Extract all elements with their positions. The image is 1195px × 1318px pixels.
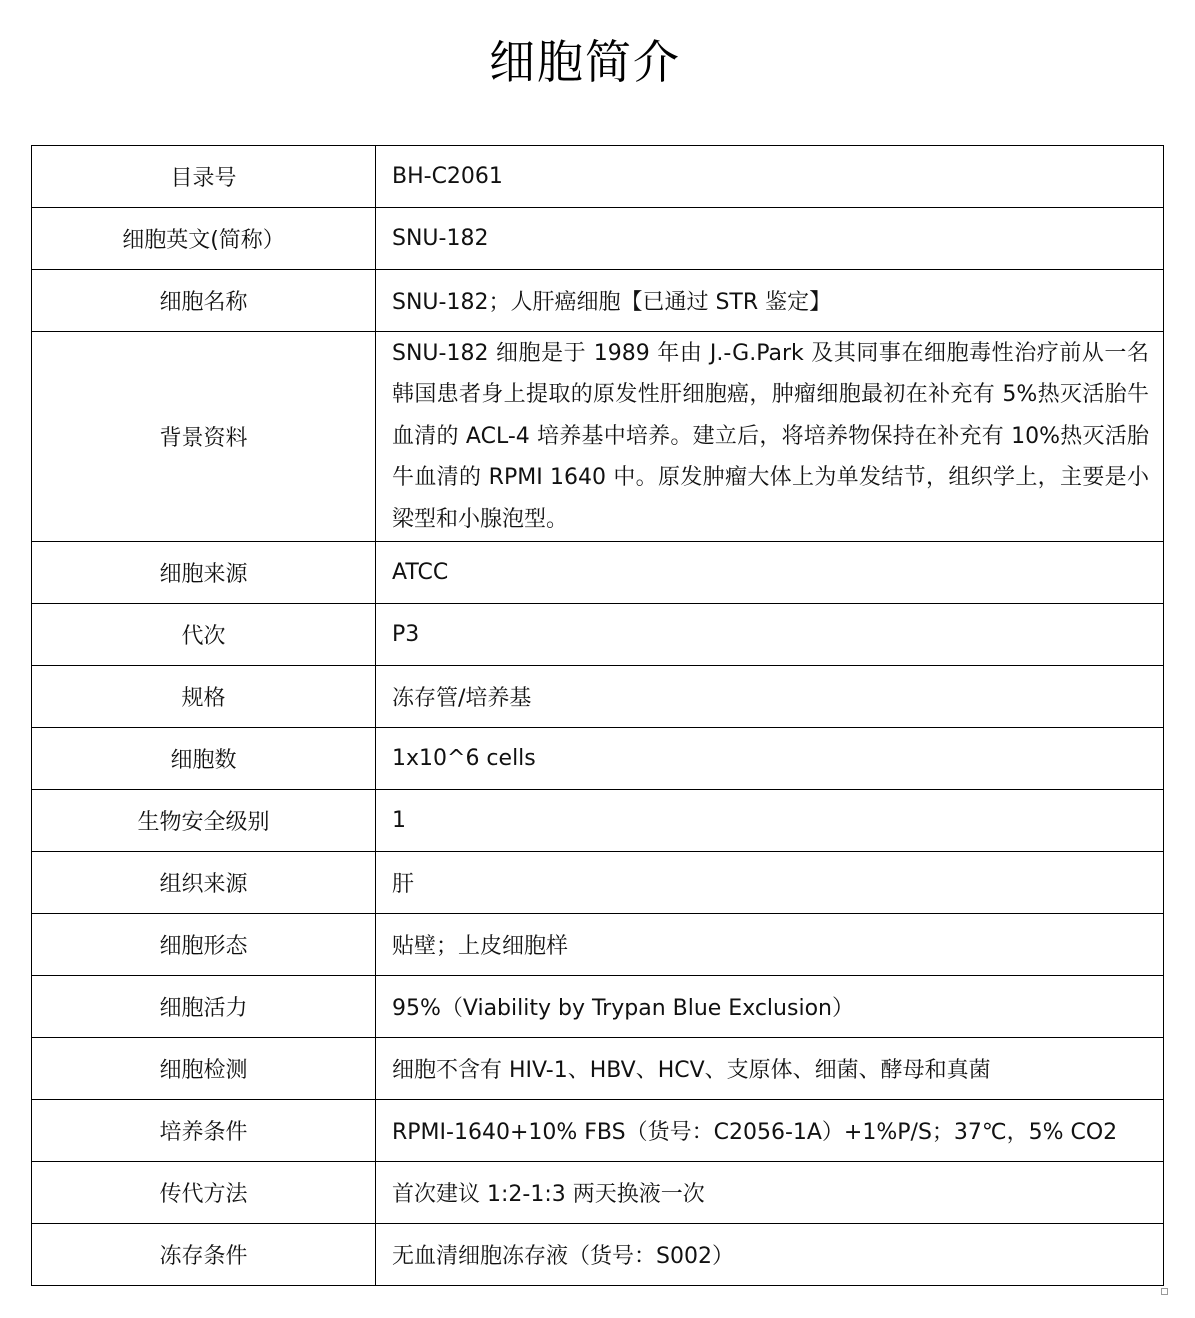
table-row-viability	[32, 976, 1164, 1038]
row-value: RPMI-1640+10% FBS（货号：C2056-1A）+1%P/S；37℃，5% CO2	[376, 1100, 1164, 1162]
row-value: BH-C2061	[376, 146, 1164, 208]
table-end-marker	[1161, 1288, 1168, 1295]
row-value: 1	[376, 790, 1164, 852]
row-label: 细胞形态	[32, 914, 376, 976]
row-label: 目录号	[32, 146, 376, 208]
row-value: SNU-182	[376, 208, 1164, 270]
table-row-english-name	[32, 208, 1164, 270]
table-row-passage-method	[32, 1162, 1164, 1224]
row-value: 首次建议 1:2-1:3 两天换液一次	[376, 1162, 1164, 1224]
row-value: 冻存管/培养基	[376, 666, 1164, 728]
row-label: 规格	[32, 666, 376, 728]
table-row-tissue-source	[32, 852, 1164, 914]
row-label: 细胞名称	[32, 270, 376, 332]
row-label: 生物安全级别	[32, 790, 376, 852]
row-label: 冻存条件	[32, 1224, 376, 1286]
row-value: SNU-182；人肝癌细胞【已通过 STR 鉴定】	[376, 270, 1164, 332]
table-row-cryopreservation	[32, 1224, 1164, 1286]
table-row-passage	[32, 604, 1164, 666]
row-value: P3	[376, 604, 1164, 666]
row-value: 无血清细胞冻存液（货号：S002）	[376, 1224, 1164, 1286]
table-row-cell-name	[32, 270, 1164, 332]
row-label: 细胞来源	[32, 542, 376, 604]
row-label: 背景资料	[32, 332, 376, 542]
row-label: 细胞数	[32, 728, 376, 790]
row-label: 细胞英文(简称）	[32, 208, 376, 270]
row-label: 传代方法	[32, 1162, 376, 1224]
row-value: 细胞不含有 HIV-1、HBV、HCV、支原体、细菌、酵母和真菌	[376, 1038, 1164, 1100]
table-row-morphology	[32, 914, 1164, 976]
table-row-testing	[32, 1038, 1164, 1100]
table-row-cell-count	[32, 728, 1164, 790]
row-value: 肝	[376, 852, 1164, 914]
row-value: ATCC	[376, 542, 1164, 604]
table-row-culture-conditions	[32, 1100, 1164, 1162]
table-row-biosafety-level	[32, 790, 1164, 852]
table-row-catalog-number	[32, 146, 1164, 208]
row-value: SNU-182 细胞是于 1989 年由 J.-G.Park 及其同事在细胞毒性治疗前从一名韩国患者身上提取的原发性肝细胞癌，肿瘤细胞最初在补充有 5%热灭活胎牛血清的 ACL-4 培养基中培养。建立后，将培养物保持在补充有 10%热灭活胎牛血清的 RPMI 1640 中。原发肿瘤大体上为单发结节，组织学上，主要是小梁型和小腺泡型。	[376, 332, 1164, 542]
row-label: 培养条件	[32, 1100, 376, 1162]
row-label: 细胞检测	[32, 1038, 376, 1100]
cell-info-table	[31, 145, 1164, 1286]
table-row-background	[32, 332, 1164, 542]
row-label: 组织来源	[32, 852, 376, 914]
table-row-specification	[32, 666, 1164, 728]
document-title: 细胞简介	[489, 35, 681, 89]
row-value: 1x10^6 cells	[376, 728, 1164, 790]
row-value: 贴壁；上皮细胞样	[376, 914, 1164, 976]
row-value: 95%（Viability by Trypan Blue Exclusion）	[376, 976, 1164, 1038]
row-label: 代次	[32, 604, 376, 666]
table-row-cell-source	[32, 542, 1164, 604]
row-label: 细胞活力	[32, 976, 376, 1038]
